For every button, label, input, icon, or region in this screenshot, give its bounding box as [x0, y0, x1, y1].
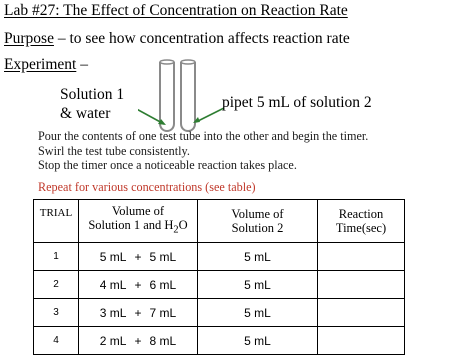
solution1-volume: 3 mL: [99, 305, 127, 320]
solution1-label-line2: & water: [60, 105, 111, 122]
table-header-row: [34, 200, 405, 243]
header-volume-solution2: [198, 200, 318, 243]
instruction-step-2: Swirl the test tube consistently.: [38, 143, 190, 158]
volume-solution1-cell: [79, 327, 198, 355]
repeat-note: Repeat for various concentrations (see table): [38, 180, 256, 194]
table-row: [34, 243, 405, 271]
table-row: [34, 299, 405, 327]
reaction-time-cell[interactable]: [318, 327, 405, 355]
trials-table: [33, 199, 405, 355]
water-volume: 7 mL: [149, 305, 177, 320]
solution1-label: [60, 85, 124, 123]
experiment-text: –: [76, 56, 88, 73]
header-volume-solution2-line1: Volume of: [231, 207, 284, 221]
instruction-step-1: Pour the contents of one test tube into the other and begin the timer.: [38, 129, 369, 143]
header-vol1-subscript: 2: [173, 224, 179, 236]
test-tubes-diagram: [138, 58, 228, 138]
table-row: [34, 271, 405, 299]
water-volume: 5 mL: [149, 249, 177, 264]
arrow-solution2: [196, 108, 224, 122]
lab-title-text: Lab #27: The Effect of Concentration on Reaction Rate: [4, 2, 348, 19]
solution1-volume: 2 mL: [99, 333, 127, 348]
instruction-step-3: Stop the timer once a noticeable reaction takes place.: [38, 158, 297, 173]
header-vol1-prefix: Solution 1 and H: [88, 218, 174, 233]
water-volume: 8 mL: [149, 333, 177, 348]
header-volume-solution1-line2: [79, 218, 197, 238]
instructions: [38, 129, 368, 173]
table-row: [34, 327, 405, 355]
reaction-time-cell[interactable]: [318, 299, 405, 327]
header-vol1-suffix: O: [178, 218, 188, 233]
header-volume-solution1: [79, 200, 198, 243]
trial-number: 2: [34, 271, 79, 299]
volume-solution1-cell: [79, 243, 198, 271]
water-volume: 6 mL: [149, 277, 177, 292]
solution2-volume: 5 mL: [198, 243, 318, 271]
header-reaction-time-line1: Reaction: [338, 207, 384, 221]
trial-number: 1: [34, 243, 79, 271]
plus-sign: +: [134, 277, 142, 292]
solution2-volume: 5 mL: [198, 299, 318, 327]
experiment-line: [4, 56, 88, 74]
solution1-volume: 5 mL: [99, 249, 127, 264]
header-trial: TRIAL: [34, 200, 79, 243]
header-reaction-time-line2: Time(sec): [335, 221, 387, 235]
purpose-text: – to see how concentration affects reaction rate: [53, 30, 350, 47]
plus-sign: +: [134, 249, 142, 264]
lab-title: [4, 2, 348, 20]
header-volume-solution1-line1: Volume of: [111, 204, 165, 219]
solution1-label-line1: Solution 1: [60, 86, 125, 103]
plus-sign: +: [134, 305, 142, 320]
solution2-label: pipet 5 mL of solution 2: [222, 94, 372, 111]
trial-number: 4: [34, 327, 79, 355]
experiment-label: Experiment: [4, 56, 77, 73]
header-reaction-time: [318, 200, 405, 243]
solution2-volume: 5 mL: [198, 271, 318, 299]
solution2-volume: 5 mL: [198, 327, 318, 355]
plus-sign: +: [134, 333, 142, 348]
reaction-time-cell[interactable]: [318, 271, 405, 299]
purpose-label: Purpose: [4, 30, 54, 47]
solution1-volume: 4 mL: [99, 277, 127, 292]
reaction-time-cell[interactable]: [318, 243, 405, 271]
test-tube-right: [181, 60, 195, 131]
volume-solution1-cell: [79, 271, 198, 299]
trial-number: 3: [34, 299, 79, 327]
volume-solution1-cell: [79, 299, 198, 327]
purpose-line: [4, 30, 350, 48]
header-volume-solution2-line2: Solution 2: [231, 221, 284, 235]
